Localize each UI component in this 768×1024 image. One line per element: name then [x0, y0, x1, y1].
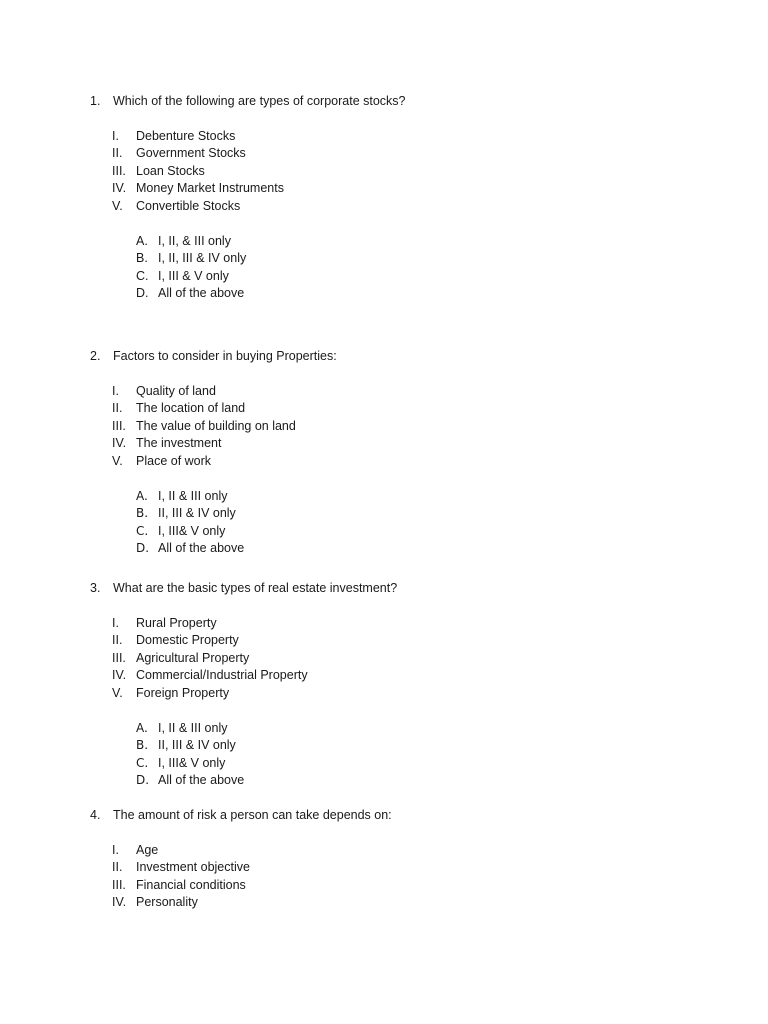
statement-item: [90, 163, 710, 181]
statement-number: III.: [112, 163, 126, 178]
option-text: I, II, III & IV only: [158, 251, 247, 266]
statement-text: Convertible Stocks: [136, 198, 241, 213]
answer-option: [90, 233, 710, 251]
statement-item: [90, 877, 710, 895]
question-2: [90, 348, 710, 558]
question-2-options: [90, 488, 710, 558]
statement-number: V.: [112, 685, 123, 700]
statement-text: Government Stocks: [136, 146, 246, 161]
option-text: All of the above: [158, 541, 245, 556]
statement-text: Quality of land: [136, 383, 216, 398]
statement-item: [90, 650, 710, 668]
option-letter: C.: [136, 268, 149, 283]
answer-option: [90, 268, 710, 286]
statement-number: IV.: [112, 181, 127, 196]
option-letter: A.: [136, 720, 148, 735]
statement-text: The value of building on land: [136, 418, 296, 433]
statement-number: IV.: [112, 668, 127, 683]
option-letter: D.: [136, 286, 149, 301]
option-letter: B.: [136, 506, 149, 521]
statement-text: Financial conditions: [136, 877, 246, 892]
statement-text: Commercial/Industrial Property: [136, 668, 308, 683]
question-1-stem: [90, 93, 710, 111]
answer-option: [90, 540, 710, 558]
option-letter: D.: [136, 541, 150, 556]
statement-number: III.: [112, 650, 126, 665]
statement-item: [90, 632, 710, 650]
statement-item: [90, 128, 710, 146]
question-text: What are the basic types of real estate investment?: [113, 581, 398, 595]
question-text: Factors to consider in buying Properties:: [113, 349, 337, 363]
statement-text: The location of land: [136, 401, 246, 416]
statement-number: I.: [112, 615, 119, 630]
statement-text: Domestic Property: [136, 633, 239, 648]
statement-text: Loan Stocks: [136, 163, 205, 178]
question-4-statements: [90, 842, 710, 912]
answer-option: [90, 488, 710, 506]
statement-number: V.: [112, 453, 123, 468]
statement-text: Age: [136, 842, 159, 857]
question-2-stem: [90, 348, 710, 366]
option-text: All of the above: [158, 286, 245, 301]
statement-text: The investment: [136, 436, 222, 451]
question-4-stem: [90, 807, 710, 825]
option-letter: B.: [136, 738, 149, 753]
option-text: II, III & IV only: [158, 506, 236, 521]
question-number: 3.: [90, 581, 101, 595]
question-3: [90, 580, 710, 790]
question-1-options: [90, 233, 710, 303]
question-2-statements: [90, 383, 710, 471]
option-letter: B.: [136, 251, 148, 266]
statement-text: Personality: [136, 895, 198, 910]
option-letter: A.: [136, 233, 148, 248]
answer-option: [90, 737, 710, 755]
statement-item: [90, 180, 710, 198]
option-text: I, III& V only: [158, 755, 226, 770]
question-1: [90, 93, 710, 303]
statement-item: [90, 198, 710, 216]
answer-option: [90, 285, 710, 303]
statement-item: [90, 383, 710, 401]
statement-item: [90, 453, 710, 471]
answer-option: [90, 250, 710, 268]
statement-text: Investment objective: [136, 860, 250, 875]
option-text: I, II, & III only: [158, 233, 231, 248]
statement-item: [90, 859, 710, 877]
statement-item: [90, 435, 710, 453]
question-3-statements: [90, 615, 710, 703]
statement-number: II.: [112, 146, 123, 161]
question-text: Which of the following are types of corporate stocks?: [113, 94, 406, 108]
statement-number: I.: [112, 128, 119, 143]
option-text: I, II & III only: [158, 488, 228, 503]
option-text: I, III & V only: [158, 268, 229, 283]
question-3-options: [90, 720, 710, 790]
question-number: 4.: [90, 808, 101, 822]
statement-number: II.: [112, 401, 123, 416]
statement-item: [90, 400, 710, 418]
statement-item: [90, 145, 710, 163]
statement-text: Foreign Property: [136, 685, 230, 700]
statement-item: [90, 667, 710, 685]
statement-text: Rural Property: [136, 615, 217, 630]
statement-text: Money Market Instruments: [136, 181, 284, 196]
statement-item: [90, 685, 710, 703]
statement-text: Debenture Stocks: [136, 128, 236, 143]
statement-number: II.: [112, 633, 123, 648]
option-text: II, III & IV only: [158, 738, 236, 753]
statement-item: [90, 842, 710, 860]
option-text: I, III& V only: [158, 523, 226, 538]
question-4: [90, 807, 710, 912]
statement-number: I.: [112, 842, 119, 857]
statement-item: [90, 894, 710, 912]
option-text: All of the above: [158, 773, 245, 788]
question-number: 2.: [90, 349, 101, 363]
question-number: 1.: [90, 94, 101, 108]
statement-number: III.: [112, 877, 126, 892]
answer-option: [90, 523, 710, 541]
answer-option: [90, 720, 710, 738]
answer-option: [90, 755, 710, 773]
question-text: The amount of risk a person can take depends on:: [113, 808, 392, 822]
statement-item: [90, 418, 710, 436]
option-letter: A.: [136, 488, 148, 503]
question-3-stem: [90, 580, 710, 598]
answer-option: [90, 772, 710, 790]
question-1-statements: [90, 128, 710, 216]
statement-text: Place of work: [136, 453, 212, 468]
option-letter: C.: [136, 523, 149, 538]
statement-number: IV.: [112, 436, 127, 451]
statement-number: II.: [112, 860, 123, 875]
statement-item: [90, 615, 710, 633]
statement-number: IV.: [112, 895, 127, 910]
option-text: I, II & III only: [158, 720, 228, 735]
statement-text: Agricultural Property: [136, 650, 250, 665]
statement-number: V.: [112, 198, 123, 213]
statement-number: III.: [112, 418, 126, 433]
answer-option: [90, 505, 710, 523]
option-letter: C.: [136, 755, 149, 770]
option-letter: D.: [136, 773, 150, 788]
statement-number: I.: [112, 383, 119, 398]
